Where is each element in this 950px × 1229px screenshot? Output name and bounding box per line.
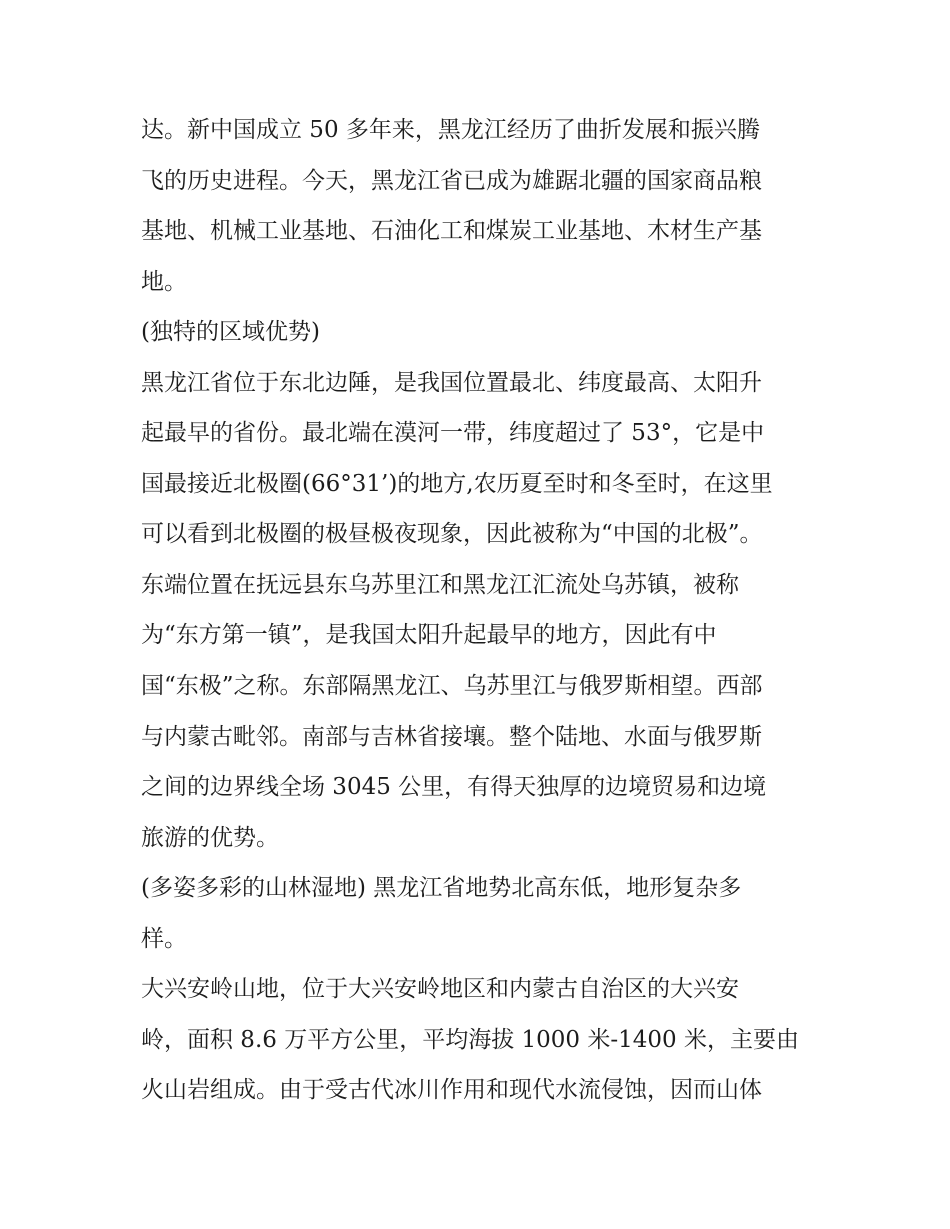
text-line: 与内蒙古毗邻。南部与吉林省接壤。整个陆地、水面与俄罗斯 xyxy=(141,724,762,750)
text-line: 飞的历史进程。今天，黑龙江省已成为雄踞北疆的国家商品粮 xyxy=(141,168,762,194)
text-line: 达。新中国成立 50 多年来，黑龙江经历了曲折发展和振兴腾 xyxy=(141,117,760,143)
text-line: 地。 xyxy=(141,269,187,295)
text-line: 国“东极”之称。东部隔黑龙江、乌苏里江与俄罗斯相望。西部 xyxy=(141,673,763,699)
text-line: 可以看到北极圈的极昼极夜现象，因此被称为“中国的北极”。 xyxy=(141,521,763,547)
text-line: 大兴安岭山地，位于大兴安岭地区和内蒙古自治区的大兴安 xyxy=(141,976,739,1002)
text-line: (多姿多彩的山林湿地) 黑龙江省地势北高东低，地形复杂多 xyxy=(141,875,742,901)
text-line: 为“东方第一镇”，是我国太阳升起最早的地方，因此有中 xyxy=(141,622,717,648)
text-line: 东端位置在抚远县东乌苏里江和黑龙江汇流处乌苏镇，被称 xyxy=(141,572,739,598)
text-line: 火山岩组成。由于受古代冰川作用和现代水流侵蚀，因而山体 xyxy=(141,1077,762,1103)
text-line: 样。 xyxy=(141,926,187,952)
text-line: 起最早的省份。最北端在漠河一带，纬度超过了 53°，它是中 xyxy=(141,420,765,446)
text-line: 岭，面积 8.6 万平方公里，平均海拔 1000 米-1400 米，主要由 xyxy=(141,1027,799,1053)
text-line: 之间的边界线全场 3045 公里，有得天独厚的边境贸易和边境 xyxy=(141,774,767,800)
section-heading: (独特的区域优势) xyxy=(141,319,320,345)
text-line: 基地、机械工业基地、石油化工和煤炭工业基地、木材生产基 xyxy=(141,218,762,244)
text-line: 国最接近北极圈(66°31’)的地方,农历夏至时和冬至时，在这里 xyxy=(141,471,773,497)
text-line: 黑龙江省位于东北边陲，是我国位置最北、纬度最高、太阳升 xyxy=(141,370,762,396)
text-line: 旅游的优势。 xyxy=(141,825,279,851)
